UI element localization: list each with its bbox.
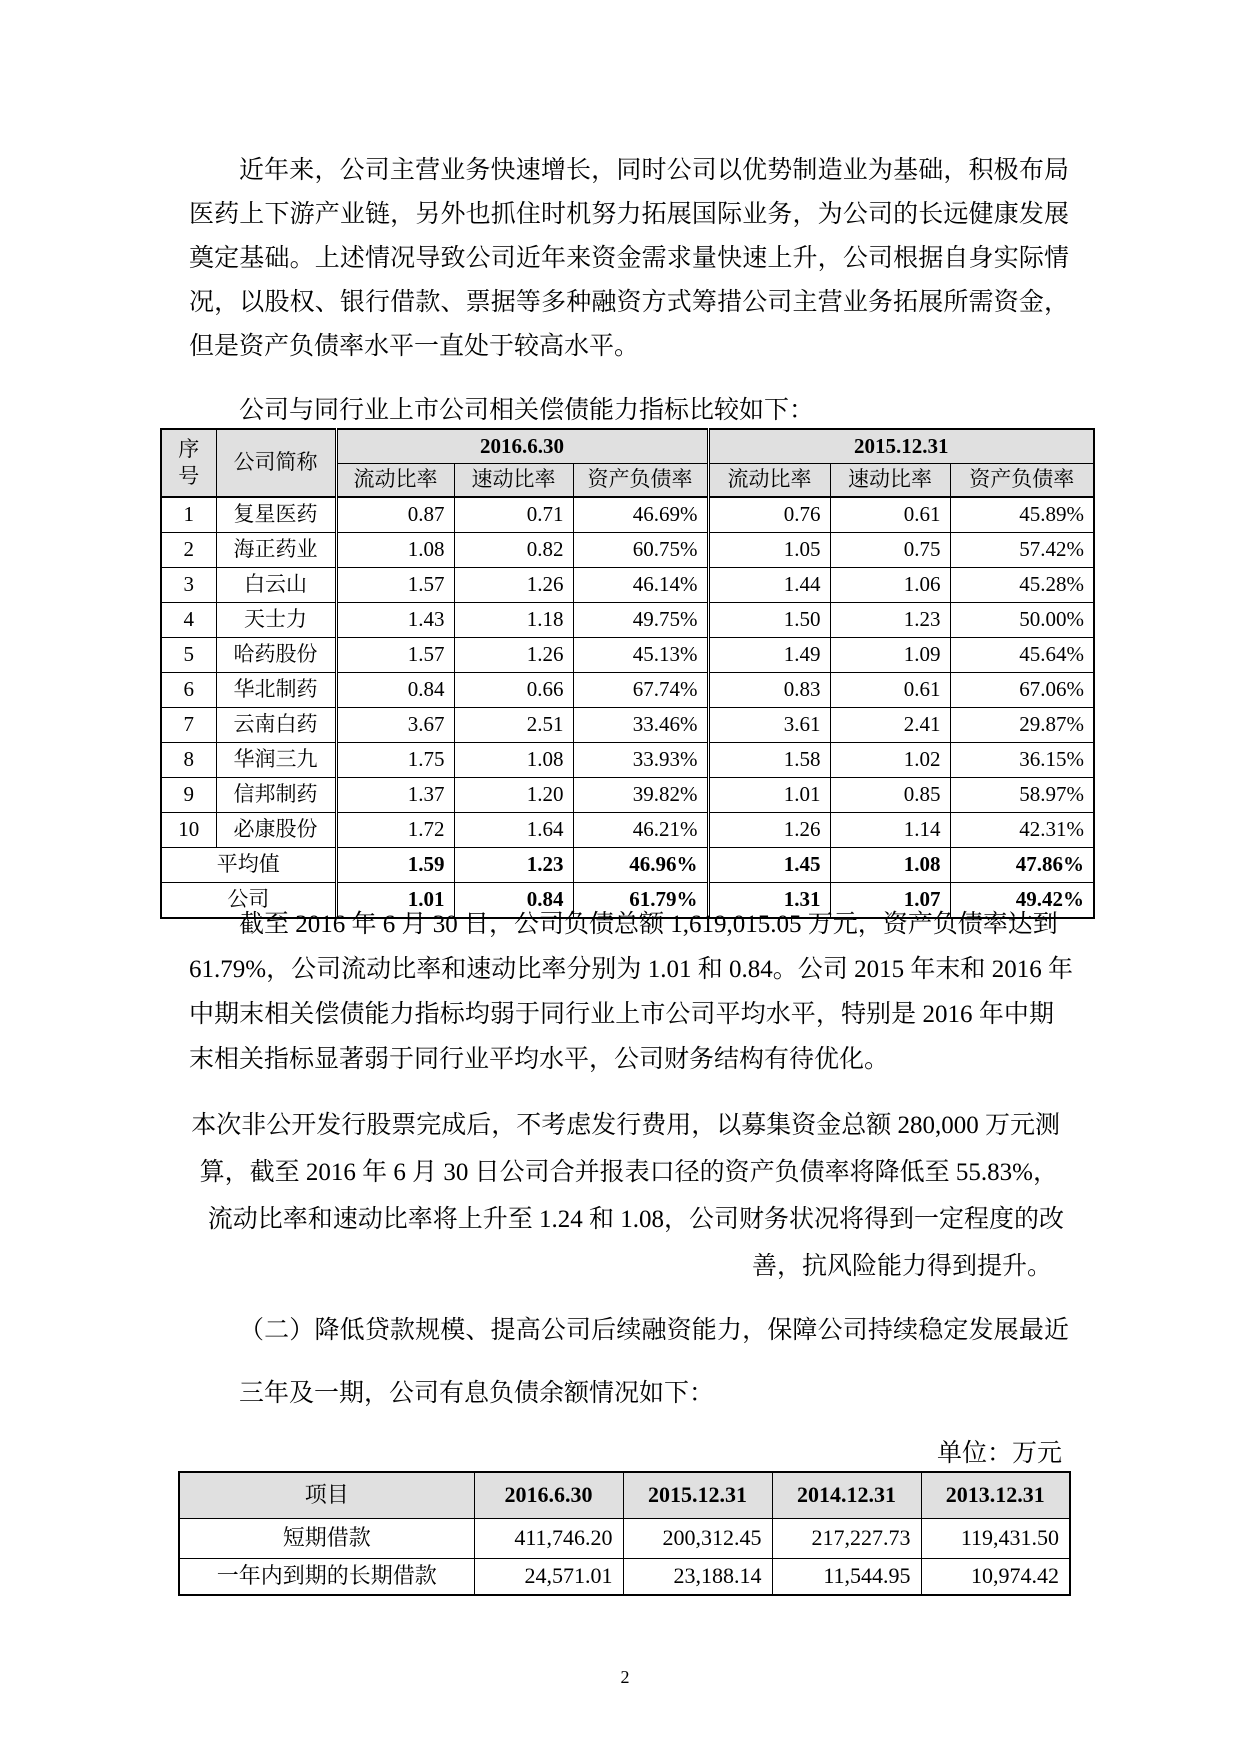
debt-to-asset-ratio-2015-12-31-cell: 29.87% (950, 708, 1094, 743)
debt-to-asset-ratio-2016-6-30-cell: 49.75% (573, 603, 708, 638)
quick-ratio-2016-6-30-cell: 1.18 (454, 603, 573, 638)
intro-paragraph-line: 医药上下游产业链，另外也抓住时机努力拓展国际业务，为公司的长远健康发展 (189, 201, 1069, 228)
header-2015-12-31: 2015.12.31 (623, 1472, 772, 1519)
item-name-cell: 短期借款 (179, 1519, 474, 1559)
header-debt-to-asset-ratio: 资产负债率 (573, 464, 708, 498)
company-name-cell: 华北制药 (216, 673, 336, 708)
header-2014-12-31: 2014.12.31 (772, 1472, 921, 1519)
table1-body (161, 497, 1094, 918)
amount-2016-6-30-cell: 411,746.20 (474, 1519, 623, 1559)
quick-ratio-2016-6-30-cell: 1.26 (454, 568, 573, 603)
debt-to-asset-ratio-2015-12-31-cell: 45.64% (950, 638, 1094, 673)
current-ratio-2015-12-31-cell: 1.58 (708, 743, 830, 778)
current-ratio-2016-6-30-cell: 1.57 (336, 638, 454, 673)
intro-paragraph-line: 但是资产负债率水平一直处于较高水平。 (189, 333, 640, 360)
debt-to-asset-ratio-2015-12-31-cell: 49.42% (950, 883, 1094, 919)
row-number-cell: 3 (161, 568, 216, 603)
table2-body (179, 1519, 1070, 1596)
amount-2015-12-31-cell: 200,312.45 (623, 1519, 772, 1559)
amount-2013-12-31-cell: 119,431.50 (921, 1519, 1070, 1559)
interest-bearing-debt-table (178, 1471, 1071, 1596)
current-ratio-2016-6-30-cell: 1.08 (336, 533, 454, 568)
peer-company-row (161, 603, 1094, 638)
solvency-comparison-table (160, 428, 1095, 919)
current-ratio-2015-12-31-cell: 1.01 (708, 778, 830, 813)
debt-to-asset-ratio-2016-6-30-cell: 46.96% (573, 848, 708, 883)
short-term-loans-row (179, 1519, 1070, 1559)
company-name-cell: 华润三九 (216, 743, 336, 778)
offering-impact-line: 本次非公开发行股票完成后，不考虑发行费用，以募集资金总额 280,000 万元测 (191, 1112, 1060, 1139)
row-number-cell: 7 (161, 708, 216, 743)
amount-2016-6-30-cell: 24,571.01 (474, 1559, 623, 1596)
header-item: 项目 (179, 1472, 474, 1519)
current-ratio-2015-12-31-cell: 1.49 (708, 638, 830, 673)
debt-to-asset-ratio-2016-6-30-cell: 45.13% (573, 638, 708, 673)
current-ratio-2016-6-30-cell: 1.72 (336, 813, 454, 848)
page-number: 2 (620, 1667, 630, 1687)
current-ratio-2016-6-30-cell: 1.57 (336, 568, 454, 603)
current-ratio-2015-12-31-cell: 0.83 (708, 673, 830, 708)
quick-ratio-2016-6-30-cell: 0.66 (454, 673, 573, 708)
debt-to-asset-ratio-2016-6-30-cell: 39.82% (573, 778, 708, 813)
amount-2014-12-31-cell: 11,544.95 (772, 1559, 921, 1596)
intro-paragraph-line: 况，以股权、银行借款、票据等多种融资方式筹措公司主营业务拓展所需资金， (189, 289, 1069, 316)
company-name-cell: 信邦制药 (216, 778, 336, 813)
current-ratio-2015-12-31-cell: 1.26 (708, 813, 830, 848)
quick-ratio-2016-6-30-cell: 0.84 (454, 883, 573, 919)
debt-analysis-line: 末相关指标显著弱于同行业平均水平，公司财务结构有待优化。 (189, 1046, 890, 1073)
header-quick-ratio: 速动比率 (830, 464, 950, 498)
quick-ratio-2015-12-31-cell: 1.02 (830, 743, 950, 778)
current-ratio-2016-6-30-cell: 3.67 (336, 708, 454, 743)
quick-ratio-2015-12-31-cell: 0.75 (830, 533, 950, 568)
peer-company-row (161, 708, 1094, 743)
debt-to-asset-ratio-2016-6-30-cell: 46.14% (573, 568, 708, 603)
item-name-cell: 一年内到期的长期借款 (179, 1559, 474, 1596)
debt-to-asset-ratio-2016-6-30-cell: 46.21% (573, 813, 708, 848)
debt-to-asset-ratio-2016-6-30-cell: 67.74% (573, 673, 708, 708)
section-heading (239, 1309, 1069, 1353)
quick-ratio-2015-12-31-cell: 0.61 (830, 497, 950, 533)
debt-to-asset-ratio-2015-12-31-cell: 58.97% (950, 778, 1094, 813)
debt-to-asset-ratio-2016-6-30-cell: 46.69% (573, 497, 708, 533)
header-debt-to-asset-ratio: 资产负债率 (950, 464, 1094, 498)
header-2016-6-30: 2016.6.30 (474, 1472, 623, 1519)
offering-impact-line: 流动比率和速动比率将上升至 1.24 和 1.08，公司财务状况将得到一定程度的改 (207, 1206, 1064, 1233)
quick-ratio-2016-6-30-cell: 2.51 (454, 708, 573, 743)
peer-company-row (161, 743, 1094, 778)
current-ratio-2015-12-31-cell: 1.31 (708, 883, 830, 919)
company-name-cell: 海正药业 (216, 533, 336, 568)
peer-company-row (161, 778, 1094, 813)
quick-ratio-2015-12-31-cell: 1.07 (830, 883, 950, 919)
table1-caption: 公司与同行业上市公司相关偿债能力指标比较如下： (239, 397, 815, 424)
offering-impact-line: 算，截至 2016 年 6 月 30 日公司合并报表口径的资产负债率将降低至 55.83%， (199, 1159, 1058, 1186)
current-ratio-2015-12-31-cell: 1.50 (708, 603, 830, 638)
header-current-ratio: 流动比率 (708, 464, 830, 498)
header-period-2016-6-30: 2016.6.30 (336, 429, 708, 464)
current-ratio-2016-6-30-cell: 1.59 (336, 848, 454, 883)
current-ratio-2016-6-30-cell: 1.43 (336, 603, 454, 638)
peer-company-row (161, 813, 1094, 848)
row-number-cell: 8 (161, 743, 216, 778)
company-name-cell: 哈药股份 (216, 638, 336, 673)
debt-to-asset-ratio-2015-12-31-cell: 45.89% (950, 497, 1094, 533)
quick-ratio-2015-12-31-cell: 0.85 (830, 778, 950, 813)
debt-to-asset-ratio-2015-12-31-cell: 36.15% (950, 743, 1094, 778)
debt-to-asset-ratio-2015-12-31-cell: 42.31% (950, 813, 1094, 848)
header-company: 公司简称 (216, 429, 336, 497)
header-quick-ratio: 速动比率 (454, 464, 573, 498)
debt-to-asset-ratio-2016-6-30-cell: 60.75% (573, 533, 708, 568)
unit-label: 单位：万元 (936, 1440, 1062, 1467)
current-ratio-2015-12-31-cell: 1.05 (708, 533, 830, 568)
header-current-ratio: 流动比率 (336, 464, 454, 498)
debt-to-asset-ratio-2016-6-30-cell: 33.46% (573, 708, 708, 743)
amount-2015-12-31-cell: 23,188.14 (623, 1559, 772, 1596)
company-name-cell: 白云山 (216, 568, 336, 603)
debt-to-asset-ratio-2015-12-31-cell: 47.86% (950, 848, 1094, 883)
intro-paragraph-line: 近年来，公司主营业务快速增长，同时公司以优势制造业为基础，积极布局 (239, 157, 1069, 184)
debt-to-asset-ratio-2016-6-30-cell: 61.79% (573, 883, 708, 919)
current-ratio-2015-12-31-cell: 3.61 (708, 708, 830, 743)
header-seq-label: 序号 (178, 437, 200, 488)
quick-ratio-2015-12-31-cell: 0.61 (830, 673, 950, 708)
current-ratio-2016-6-30-cell: 1.37 (336, 778, 454, 813)
row-number-cell: 1 (161, 497, 216, 533)
quick-ratio-2016-6-30-cell: 0.71 (454, 497, 573, 533)
average-row (161, 848, 1094, 883)
peer-company-row (161, 568, 1094, 603)
row-number-cell: 5 (161, 638, 216, 673)
current-ratio-2015-12-31-cell: 1.44 (708, 568, 830, 603)
debt-to-asset-ratio-2016-6-30-cell: 33.93% (573, 743, 708, 778)
offering-impact-line: 善，抗风险能力得到提升。 (751, 1253, 1052, 1280)
debt-to-asset-ratio-2015-12-31-cell: 50.00% (950, 603, 1094, 638)
peer-company-row (161, 673, 1094, 708)
quick-ratio-2015-12-31-cell: 1.14 (830, 813, 950, 848)
quick-ratio-2016-6-30-cell: 1.20 (454, 778, 573, 813)
current-ratio-2015-12-31-cell: 0.76 (708, 497, 830, 533)
quick-ratio-2015-12-31-cell: 1.08 (830, 848, 950, 883)
quick-ratio-2015-12-31-cell: 2.41 (830, 708, 950, 743)
current-portion-long-term-loans-row (179, 1559, 1070, 1596)
amount-2013-12-31-cell: 10,974.42 (921, 1559, 1070, 1596)
row-number-cell: 9 (161, 778, 216, 813)
header-period-2015-12-31: 2015.12.31 (708, 429, 1094, 464)
debt-to-asset-ratio-2015-12-31-cell: 67.06% (950, 673, 1094, 708)
offering-impact-paragraph (150, 1102, 1064, 1290)
debt-analysis-line: 中期末相关偿债能力指标均弱于同行业上市公司平均水平，特别是 2016 年中期 (189, 1001, 1054, 1028)
header-2013-12-31: 2013.12.31 (921, 1472, 1070, 1519)
amount-2014-12-31-cell: 217,227.73 (772, 1519, 921, 1559)
table2-header (179, 1472, 1070, 1519)
current-ratio-2016-6-30-cell: 0.84 (336, 673, 454, 708)
company-name-cell: 复星医药 (216, 497, 336, 533)
row-number-cell: 2 (161, 533, 216, 568)
company-name-cell: 天士力 (216, 603, 336, 638)
peer-company-row (161, 638, 1094, 673)
table2-header-row (179, 1472, 1070, 1519)
intro-paragraph (189, 149, 1069, 369)
quick-ratio-2016-6-30-cell: 0.82 (454, 533, 573, 568)
peer-company-row (161, 533, 1094, 568)
quick-ratio-2015-12-31-cell: 1.23 (830, 603, 950, 638)
debt-analysis-paragraph (189, 902, 1073, 1082)
current-ratio-2016-6-30-cell: 1.75 (336, 743, 454, 778)
section-heading-text: （二）降低贷款规模、提高公司后续融资能力，保障公司持续稳定发展最近 (239, 1317, 1069, 1344)
row-number-cell: 4 (161, 603, 216, 638)
row-number-cell: 10 (161, 813, 216, 848)
current-ratio-2016-6-30-cell: 1.01 (336, 883, 454, 919)
header-seq (161, 429, 216, 497)
current-ratio-2015-12-31-cell: 1.45 (708, 848, 830, 883)
summary-label-cell: 平均值 (161, 848, 336, 883)
intro-paragraph-line: 奠定基础。上述情况导致公司近年来资金需求量快速上升，公司根据自身实际情 (189, 245, 1069, 272)
quick-ratio-2016-6-30-cell: 1.08 (454, 743, 573, 778)
quick-ratio-2016-6-30-cell: 1.23 (454, 848, 573, 883)
summary-label-cell: 公司 (161, 883, 336, 919)
quick-ratio-2016-6-30-cell: 1.64 (454, 813, 573, 848)
company-name-cell: 云南白药 (216, 708, 336, 743)
quick-ratio-2015-12-31-cell: 1.06 (830, 568, 950, 603)
table1-header (161, 429, 1094, 497)
table1-header-row (161, 429, 1094, 464)
company-name-cell: 必康股份 (216, 813, 336, 848)
quick-ratio-2016-6-30-cell: 1.26 (454, 638, 573, 673)
interest-debt-intro: 三年及一期，公司有息负债余额情况如下： (239, 1380, 715, 1407)
debt-to-asset-ratio-2015-12-31-cell: 57.42% (950, 533, 1094, 568)
debt-analysis-line: 61.79%，公司流动比率和速动比率分别为 1.01 和 0.84。公司 2015 年末和 2016 年 (189, 956, 1073, 983)
quick-ratio-2015-12-31-cell: 1.09 (830, 638, 950, 673)
debt-to-asset-ratio-2015-12-31-cell: 45.28% (950, 568, 1094, 603)
current-ratio-2016-6-30-cell: 0.87 (336, 497, 454, 533)
peer-company-row (161, 497, 1094, 533)
row-number-cell: 6 (161, 673, 216, 708)
debt-analysis-line: 截至 2016 年 6 月 30 日，公司负债总额 1,619,015.05 万元，资产负债率达到 (239, 911, 1058, 938)
